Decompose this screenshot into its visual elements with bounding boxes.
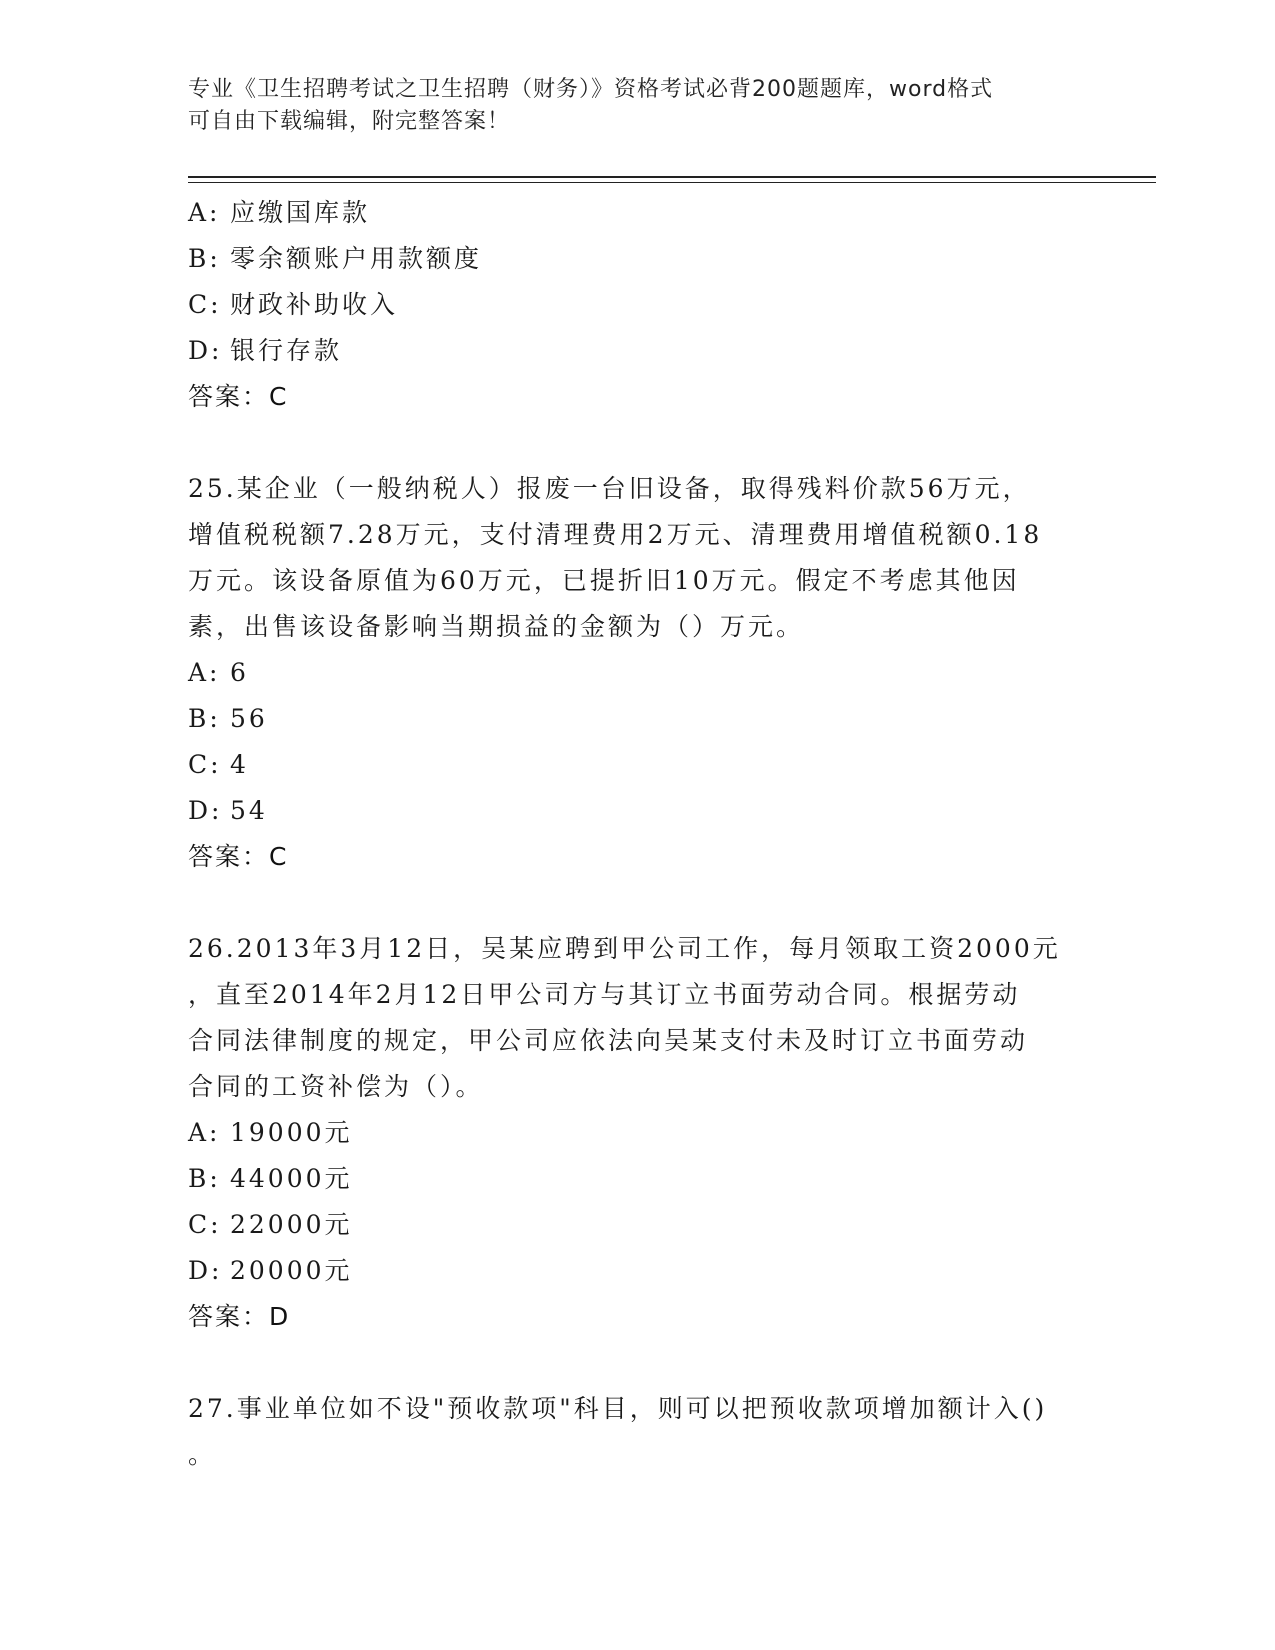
option-d: [188, 328, 1088, 374]
stem-line: ，直至2014年2月12日甲公司方与其订立书面劳动合同。根据劳动: [188, 980, 1021, 1009]
option-a: [188, 1110, 1088, 1156]
stem-line: 25.某企业（一般纳税人）报废一台旧设备，取得残料价款56万元，: [188, 474, 1031, 503]
option-text: 应缴国库款: [230, 198, 371, 227]
stem-line: 素，出售该设备影响当期损益的金额为（）万元。: [188, 612, 805, 641]
option-key: D:: [188, 336, 223, 365]
stem-line: 合同的工资补偿为（）。: [188, 1072, 484, 1101]
stem-line: 增值税税额7.28万元，支付清理费用2万元、清理费用增值税额0.18: [188, 520, 1043, 549]
option-text: 零余额账户用款额度: [230, 244, 483, 273]
question-26: [188, 926, 1088, 1340]
answer: 答案：D: [188, 1302, 291, 1331]
option-key: B:: [188, 1164, 221, 1193]
option-text: 20000元: [230, 1256, 353, 1285]
header-line-2: 可自由下载编辑，附完整答案！: [188, 109, 511, 134]
header-line-1: 专业《卫生招聘考试之卫生招聘（财务）》资格考试必背200题题库，word格式: [188, 77, 994, 102]
question-24: [188, 190, 1088, 420]
option-key: B:: [188, 704, 221, 733]
option-key: C:: [188, 1210, 222, 1239]
stem-line: 合同法律制度的规定，甲公司应依法向吴某支付未及时订立书面劳动: [188, 1026, 1029, 1055]
question-stem: [188, 1386, 1088, 1478]
option-c: [188, 282, 1088, 328]
option-text: 财政补助收入: [230, 290, 399, 319]
option-text: 44000元: [230, 1164, 353, 1193]
stem-line: 万元。该设备原值为60万元，已提折旧10万元。假定不考虑其他因: [188, 566, 1020, 595]
option-b: [188, 696, 1088, 742]
option-key: B:: [188, 244, 221, 273]
stem-line: 26.2013年3月12日，吴某应聘到甲公司工作，每月领取工资2000元: [188, 934, 1061, 963]
option-d: [188, 1248, 1088, 1294]
question-stem: [188, 466, 1088, 650]
question-list: [188, 190, 1088, 1478]
option-b: [188, 1156, 1088, 1202]
header-rule-thin: [188, 182, 1156, 183]
option-key: D:: [188, 796, 223, 825]
option-text: 22000元: [230, 1210, 353, 1239]
option-key: A:: [188, 198, 221, 227]
spacer: [188, 1340, 1088, 1386]
option-b: [188, 236, 1088, 282]
answer: 答案：C: [188, 842, 289, 871]
question-25: [188, 466, 1088, 880]
option-text: 19000元: [230, 1118, 353, 1147]
stem-line: 。: [188, 1440, 217, 1469]
document-header: [188, 74, 1068, 138]
spacer: [188, 880, 1088, 926]
option-key: A:: [188, 1118, 221, 1147]
answer: 答案：C: [188, 382, 289, 411]
header-rule-thick: [188, 176, 1156, 178]
option-a: [188, 650, 1088, 696]
option-c: [188, 1202, 1088, 1248]
option-key: D:: [188, 1256, 223, 1285]
option-text: 56: [230, 704, 268, 733]
question-27: [188, 1386, 1088, 1478]
stem-line: 27.事业单位如不设"预收款项"科目，则可以把预收款项增加额计入(): [188, 1394, 1048, 1423]
option-text: 6: [230, 658, 249, 687]
option-a: [188, 190, 1088, 236]
option-d: [188, 788, 1088, 834]
spacer: [188, 420, 1088, 466]
option-text: 银行存款: [230, 336, 343, 365]
option-key: C:: [188, 750, 222, 779]
question-stem: [188, 926, 1088, 1110]
option-key: A:: [188, 658, 221, 687]
option-text: 54: [230, 796, 268, 825]
option-text: 4: [230, 750, 249, 779]
option-c: [188, 742, 1088, 788]
option-key: C:: [188, 290, 222, 319]
